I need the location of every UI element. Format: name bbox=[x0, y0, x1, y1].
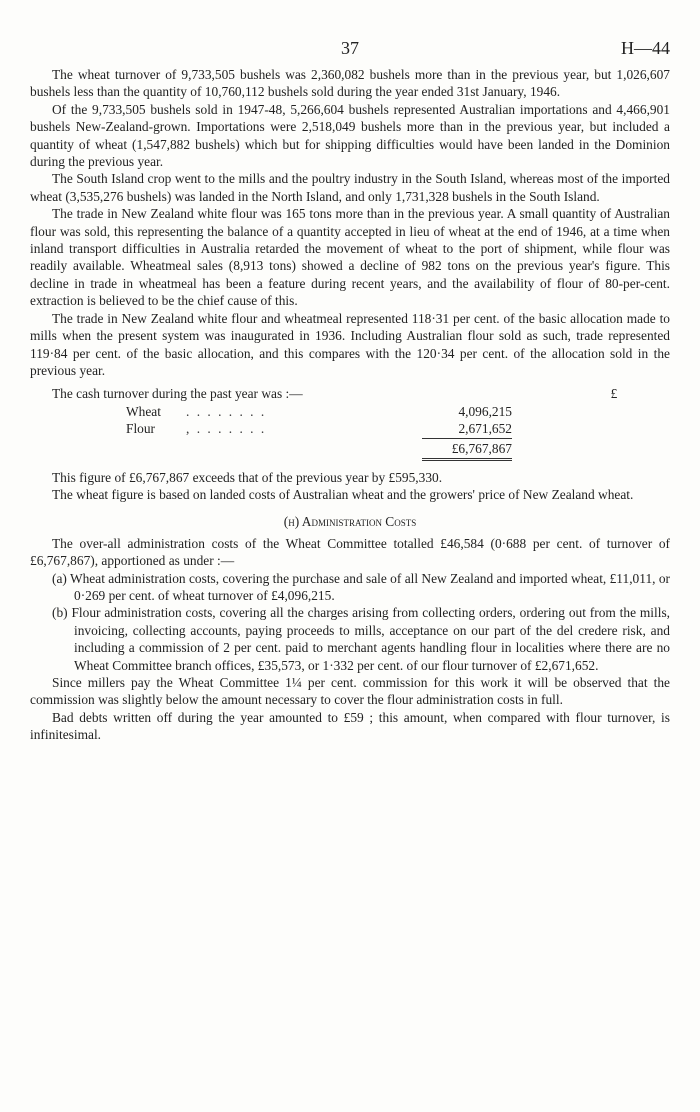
cash-value: 2,671,652 bbox=[458, 421, 512, 437]
paragraph-figure-exceeds: This figure of £6,767,867 exceeds that of the previous year by £595,330. bbox=[52, 469, 443, 485]
list-item-wheat-admin: (a) Wheat administration costs, covering the purchase and sale of all New Zealand and imported wheat, £11,011, or 0·269 per cent. of wheat turnover of £4,096,215. bbox=[52, 570, 670, 603]
document-reference: H—44 bbox=[621, 38, 670, 58]
paragraph-importations: Of the 9,733,505 bushels sold in 1947-48, 5,266,604 bushels represented Australian importations and 4,466,901 bushels New-Zealand-grown. Importations were 2,518,049 bushels more than in the previous year, but included a quantity of wheat (1,547,882 bushels) which but for shipping difficulties would have been landed in the Dominion during the previous year. bbox=[30, 101, 670, 170]
cash-row-wheat bbox=[30, 403, 670, 420]
currency-symbol: £ bbox=[610, 386, 618, 402]
paragraph-wheat-turnover: The wheat turnover of 9,733,505 bushels was 2,360,082 bushels more than in the previous year, but 1,026,607 bushels less than the quantity of 10,760,112 bushels sold during the year ended 31st January, 1946. bbox=[30, 67, 670, 100]
leader-dots: , . . . . . . . bbox=[186, 421, 267, 437]
list-item-flour-admin: (b) Flour administration costs, covering all the charges arising from collecting orders, ordering out from the mills, invoicing, collecting accounts, paying proceeds to mills, acceptance on our part of the del credere risk, and including a commission of 2 per cent. paid to merchant agents handling flour in localities where there are no Wheat Committee branch offices, £35,573, or 1·332 per cent. of our flour turnover of £2,671,652. bbox=[52, 605, 670, 673]
page-header bbox=[30, 40, 670, 66]
cash-turnover-table bbox=[30, 385, 670, 462]
cash-value: 4,096,215 bbox=[458, 403, 512, 419]
cash-total: £6,767,867 bbox=[451, 440, 512, 456]
paragraph-south-island: The South Island crop went to the mills and the poultry industry in the South Island, whereas most of the imported wheat (3,535,276 bushels) was landed in the North Island, and only 1,731,328 bushels in the South Island. bbox=[30, 171, 670, 204]
paragraph-bad-debts: Bad debts written off during the year amounted to £59 ; this amount, when compared with flour turnover, is infinitesimal. bbox=[30, 709, 670, 743]
cash-total-row bbox=[30, 439, 670, 458]
paragraph-basic-allocation: The trade in New Zealand white flour and wheatmeal represented 118·31 per cent. of the basic allocation made to mills when the present system was inaugurated in 1936. Including Australian flour sold as such, trade represented 119·84 per cent. of the basic allocation, and this compares with the 120·34 per cent. of the allocation sold in the previous year. bbox=[30, 310, 670, 378]
cash-row-flour bbox=[30, 420, 670, 437]
section-heading: (h) Administration Costs bbox=[283, 514, 417, 530]
paragraph-flour-trade: The trade in New Zealand white flour was 165 tons more than in the previous year. A small quantity of Australian flour was sold, this representing the balance of a quantity accepted in lieu of wheat at the end of 1946, at a time when inland transport difficulties in Australia retarded the movement of wheat to the port of shipment, while flour was readily available. Wheatmeal sales (8,913 tons) showed a decline of 982 tons on the previous year's figure. This decline in trade in wheatmeal has been a feature during recent years, and the availability of flour of 80-per-cent. extraction is believed to be the chief cause of this. bbox=[30, 206, 670, 309]
paragraph-millers-commission: Since millers pay the Wheat Committee 1¼ per cent. commission for this work it will be observed that the commission was slightly below the amount necessary to cover the flour administration costs in full. bbox=[30, 674, 670, 708]
paragraph-wheat-figure-basis: The wheat figure is based on landed costs of Australian wheat and the growers' price of New Zealand wheat. bbox=[52, 486, 634, 502]
page-number: 37 bbox=[341, 38, 359, 58]
cash-label: Wheat bbox=[126, 403, 161, 419]
cash-label: Flour bbox=[126, 421, 156, 437]
leader-dots: . . . . . . . . bbox=[186, 403, 267, 419]
document-page bbox=[30, 0, 670, 744]
paragraph-admin-costs: The over-all administration costs of the Wheat Committee totalled £46,584 (0·688 per cent. of turnover of £6,767,867), apportioned as under :— bbox=[30, 535, 670, 569]
cash-intro: The cash turnover during the past year was :— bbox=[52, 386, 303, 402]
